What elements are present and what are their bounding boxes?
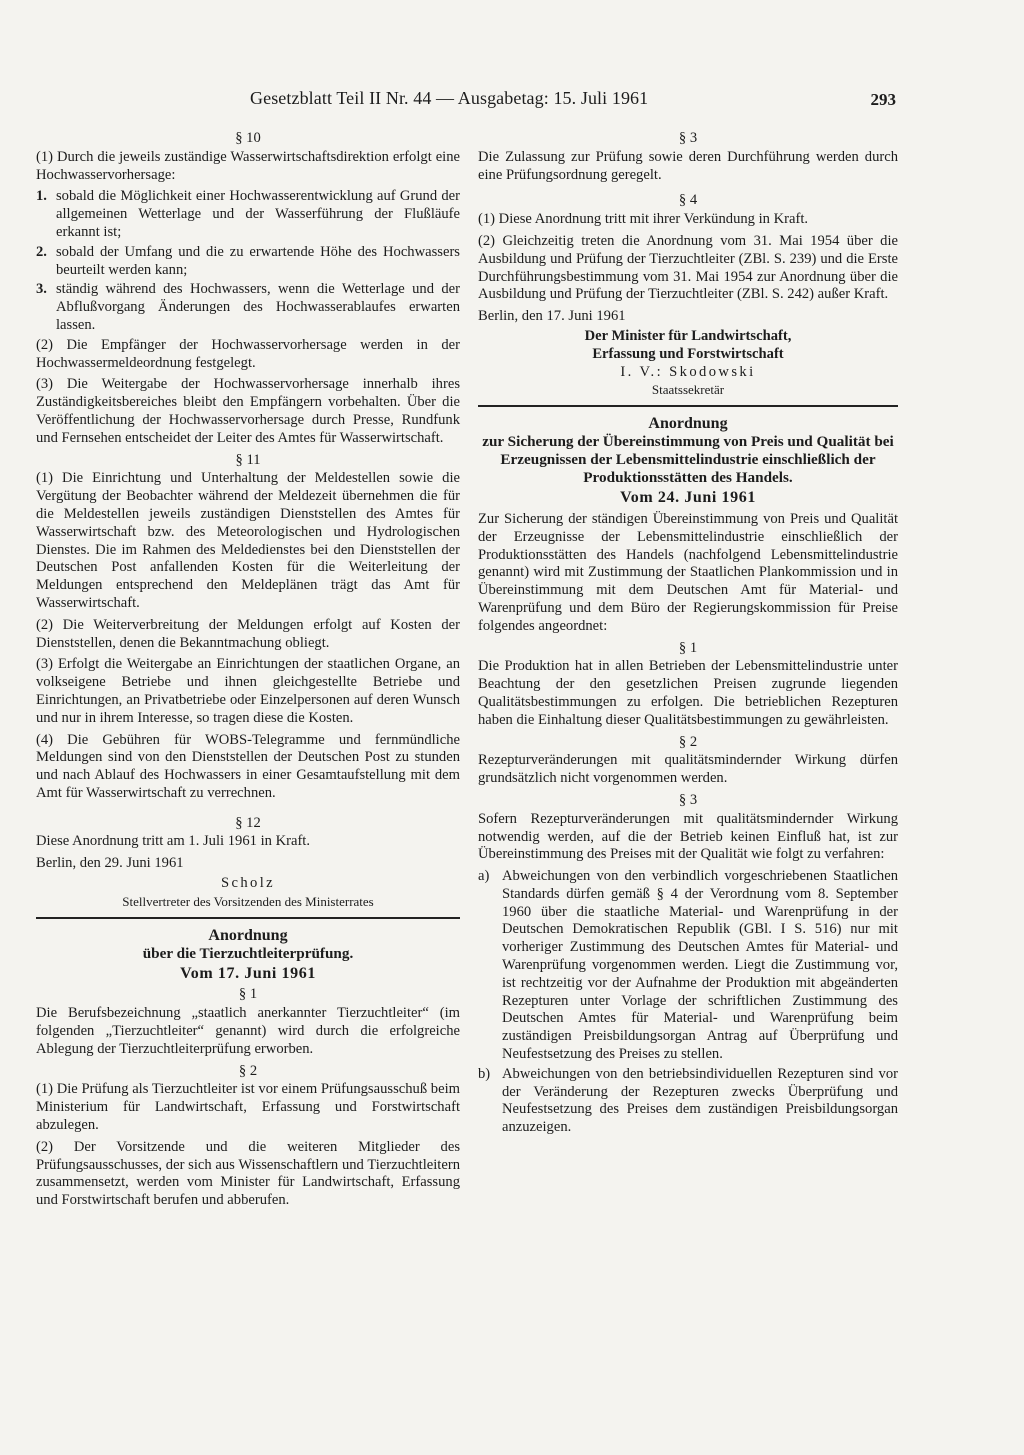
paragraph: (2) Gleichzeitig treten die Anordnung vom 31. Mai 1954 über die Ausbildung und Prüfung der Tierzuchtleiter (ZBl. S. 239) und die Erste Durchführungsbestimmung vom 31. Mai 1954 zur Anordnung über die Ausbildung und Prüfung der Tierzuchtleiter (ZBl. S. 242) außer Kraft.	[478, 232, 898, 303]
ordinance-date: Vom 17. Juni 1961	[180, 964, 316, 982]
paragraph: Sofern Rezepturveränderungen mit qualitätsmindernder Wirkung notwendig werden, auf die der Betrieb keinen Einfluß hat, ist zur Übereinstimmung des Preises mit der Qualität wie folgt zu verfahren:	[478, 810, 898, 863]
section-heading: § 1	[678, 639, 698, 656]
right-column	[478, 128, 898, 1139]
list-number: 1.	[36, 188, 47, 205]
list-item	[36, 244, 460, 280]
page-header	[250, 86, 900, 110]
section-heading: § 2	[678, 733, 698, 750]
signatory-role: Stellvertreter des Vorsitzenden des Ministerrates	[122, 893, 374, 909]
divider	[478, 405, 898, 407]
paragraph: (2) Der Vorsitzende und die weiteren Mitglieder des Prüfungsausschusses, der sich aus Wissenschaftlern und Tierzuchtleitern zusammensetzt, werden vom Minister für Landwirtschaft, Erfassung und Forstwirtschaft berufen und abberufen.	[36, 1138, 460, 1209]
signatory-role: Staatssekretär	[651, 382, 725, 398]
ordinance-subtitle: zur Sicherung der Übereinstimmung von Preis und Qualität bei Erzeugnissen der Lebensmittelindustrie einschließlich der Produktionsstätten des Handels.	[482, 433, 894, 487]
ministry-line: Erfassung und Forstwirtschaft	[592, 345, 784, 362]
signatory-name: I. V.: Skodowski	[620, 363, 756, 380]
paragraph: Die Berufsbezeichnung „staatlich anerkannter Tierzuchtleiter“ (im folgenden „Tierzuchtleiter“ genannt) wird durch die erfolgreiche Ablegung der Tierzuchtleiterprüfung erworben.	[36, 1005, 460, 1057]
paragraph: (2) Die Empfänger der Hochwasservorhersage werden in der Hochwassermeldeordnung festgelegt.	[36, 336, 460, 371]
section-heading: § 12	[235, 814, 261, 831]
list-item	[36, 281, 460, 334]
paragraph: (1) Die Einrichtung und Unterhaltung der Meldestellen sowie die Vergütung der Beobachter während der Meldezeit übernehmen die für die Meldestellen jeweils zuständigen Dienststellen des Amtes für Wasserwirtschaft bzw. des Meteorologischen und Hydrologischen Dienstes. Die im Rahmen des Meldedienstes bei den Dienststellen der Deutschen Post anfallenden Kosten für die Weiterleitung der Meldungen entsprechend den Meldeplänen trägt das Amt für Wasserwirtschaft.	[36, 470, 460, 611]
page-number: 293	[870, 90, 896, 109]
paragraph: (2) Die Weiterverbreitung der Meldungen erfolgt auf Kosten der Dienststellen, denen die Bekanntmachung obliegt.	[36, 616, 460, 651]
list-text: ständig während des Hochwassers, wenn die Wetterlage und der Abflußvorgang Änderungen des Hochwasserablaufes erwarten lassen.	[56, 281, 460, 333]
left-column	[36, 128, 460, 1214]
list-number: b)	[478, 1065, 491, 1082]
list-text: Abweichungen von den betriebsindividuellen Rezepturen sind vor der Veränderung der Rezepturen zwecks Überprüfung und Neufestsetzung des Preises dem zuständigen Preisbildungsorgan anzuzeigen.	[502, 1065, 898, 1136]
paragraph: (1) Diese Anordnung tritt mit ihrer Verkündung in Kraft.	[478, 211, 809, 228]
place-date: Berlin, den 29. Juni 1961	[36, 855, 184, 872]
list-item	[478, 868, 898, 1064]
list-number: 2.	[36, 243, 47, 260]
section-heading: § 4	[678, 192, 698, 209]
list-item	[478, 1066, 898, 1137]
section-heading: § 3	[678, 791, 698, 808]
ordinance-title: Anordnung	[208, 926, 288, 944]
section-heading: § 2	[238, 1062, 258, 1079]
paragraph: Zur Sicherung der ständigen Übereinstimmung von Preis und Qualität der Erzeugnisse der Lebensmittelindustrie einschließlich der Produktionsstätten des Handels (nachfolgend Lebensmittelindustrie genannt) wird mit Zustimmung der Staatlichen Plankommission und in Übereinstimmung mit dem Deutschen Amt für Material- und Warenprüfung und dem Büro der Regierungskommission für Preise folgendes angeordnet:	[478, 510, 898, 634]
ordinance-date: Vom 24. Juni 1961	[620, 489, 756, 507]
paragraph: (1) Die Prüfung als Tierzuchtleiter ist vor einem Prüfungsausschuß beim Ministerium für Landwirtschaft, Erfassung und Forstwirtschaft abzulegen.	[36, 1081, 460, 1134]
paragraph: (4) Die Gebühren für WOBS-Telegramme und fernmündliche Meldungen sind von den Dienststellen der Deutschen Post zu stunden und nach Ablauf des Hochwassers in einer Gesamtaufstellung mit dem Amt für Wasserwirtschaft zu verrechnen.	[36, 731, 460, 801]
paragraph: (3) Erfolgt die Weitergabe an Einrichtungen der staatlichen Organe, an volkseigene Betriebe und ihnen gleichgestellte Betriebe und Einrichtungen, an Privatbetriebe oder Einzelpersonen auf deren Wunsch und nur in ihrem Interesse, so tragen diese die Kosten.	[36, 656, 460, 726]
paragraph: Diese Anordnung tritt am 1. Juli 1961 in Kraft.	[36, 833, 311, 850]
ordinance-subtitle: über die Tierzuchtleiterprüfung.	[142, 944, 354, 962]
place-date: Berlin, den 17. Juni 1961	[478, 308, 626, 325]
paragraph: Die Zulassung zur Prüfung sowie deren Durchführung werden durch eine Prüfungsordnung geregelt.	[478, 148, 898, 183]
paragraph: Rezepturveränderungen mit qualitätsmindernder Wirkung dürfen grundsätzlich nicht vorgenommen werden.	[478, 752, 898, 787]
gazette-title: Gesetzblatt Teil II Nr. 44 — Ausgabetag: 15. Juli 1961	[250, 88, 649, 108]
section-heading: § 11	[235, 451, 261, 468]
list-text: sobald der Umfang und die zu erwartende Höhe des Hochwassers beurteilt werden kann;	[56, 243, 460, 278]
divider	[36, 917, 460, 919]
list-number: a)	[478, 868, 490, 885]
list-text: Abweichungen von den verbindlich vorgeschriebenen Staatlichen Standards dürfen gemäß § 4 der Verordnung vom 8. September 1960 über die staatliche Material- und Warenprüfung in der Deutschen Demokratischen Republik (GBl. I S. 516) nur mit vorheriger Zustimmung des Deutschen Amtes für Material- und Warenprüfung vorgenommen werden. Liegt die Zustimmung vor, ist rechtzeitig vor der Aufnahme der Produktion mit abgeänderten Rezepturen unter Vorlage der schriftlichen Zustimmung des Deutschen Amtes für Material- und Warenprüfung beim zuständigen Preisbildungsorgan Antrag auf Überprüfung und Neufestsetzung des Preises zu stellen.	[502, 868, 898, 1063]
list-number: 3.	[36, 281, 47, 298]
list-item	[36, 188, 460, 241]
signatory-name: Scholz	[220, 875, 276, 892]
paragraph: (1) Durch die jeweils zuständige Wasserwirtschaftsdirektion erfolgt eine Hochwasservorhersage:	[36, 148, 460, 183]
paragraph: (3) Die Weitergabe der Hochwasservorhersage innerhalb ihres Zuständigkeitsbereiches bleibt den Empfängern vorbehalten. Über die Veröffentlichung der Hochwasservorhersage durch Presse, Rundfunk und Fernsehen entscheidet der Leiter des Amtes für Wasserwirtschaft.	[36, 376, 460, 446]
ordinance-title: Anordnung	[648, 415, 728, 433]
section-heading: § 3	[678, 130, 698, 146]
section-heading: § 10	[235, 130, 261, 146]
section-heading: § 1	[238, 986, 258, 1003]
paragraph: Die Produktion hat in allen Betrieben der Lebensmittelindustrie unter Beachtung der den gesetzlichen Preisen zugrunde liegenden Qualitätsbestimmungen zu erfolgen. Die betrieblichen Rezepturen haben die Einhaltung dieser Qualitätsbestimmungen zu gewährleisten.	[478, 658, 898, 728]
ministry-line: Der Minister für Landwirtschaft,	[584, 327, 792, 344]
list-text: sobald die Möglichkeit einer Hochwasserentwicklung auf Grund der allgemeinen Wetterlage und der Wasserführung der Flußläufe erkannt ist;	[56, 188, 460, 240]
